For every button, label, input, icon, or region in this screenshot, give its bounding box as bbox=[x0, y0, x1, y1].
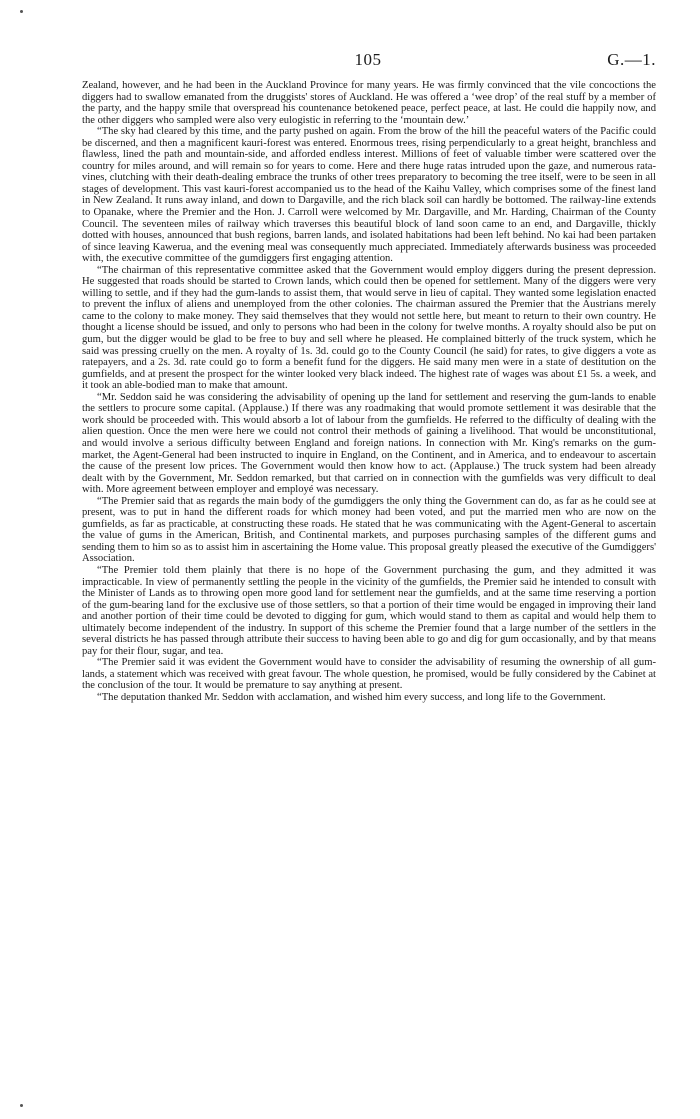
scan-speck bbox=[20, 10, 23, 13]
document-reference: G.—1. bbox=[607, 50, 656, 69]
paragraph: “The chairman of this representative committee asked that the Government would employ diggers during the present depression. He suggested that roads should be started to Crown lands, which could then be opened for settlement. Many of the diggers were very willing to settle, and if they had the gum-lands to assist them, that would serve in lieu of capital. They wanted some legislation enacted to prevent the influx of aliens and unemployed from the other colonies. The chairman assured the Premier that the Austrians merely came to the colony to make money. They said themselves that they would not settle here, but meant to return to their own country. He thought a license should be issued, and only to persons who had been in the colony for twelve months. A royalty should also be put on gum, but the digger would be glad to be free to buy and sell where he pleased. He complained bitterly of the truck system, which he said was pressing cruelly on the men. A royalty of 1s. 3d. could go to the County Council (he said) for rates, to give diggers a vote as ratepayers, and a 2s. 3d. rate could go to form a benefit fund for the diggers. He said many men were in a state of destitution on the gumfields, and at present the prospect for the winter looked very black indeed. The highest rate of wages was about £1 5s. a week, and it took an able-bodied man to make that amount. bbox=[82, 264, 656, 392]
paragraph: “Mr. Seddon said he was considering the advisability of opening up the land for settlement and reserving the gum-lands to enable the settlers to procure some capital. (Applause.) If there was any roadmaking that would promote settlement it was desirable that the work should be proceeded with. This would absorb a lot of labour from the gumfields. He referred to the difficulty of dealing with the alien question. Once the men were here we could not control their methods of gaining a livelihood. That would be unconstitutional, and would involve a serious difficulty between England and foreign nations. In connection with Mr. King's remarks on the gum-market, the Agent-General had been instructed to inquire in England, on the Continent, and in America, and to endeavour to ascertain the cause of the present low prices. The Government would then know how to act. (Applause.) The truck system had been already dealt with by the Government, Mr. Seddon remarked, but that carried on in connection with the gumfields was very difficult to deal with. More agreement between employer and employé was necessary. bbox=[82, 391, 656, 496]
paragraph: “The Premier told them plainly that there is no hope of the Government purchasing the gum, and they admitted it was impracticable. In view of permanently settling the people in the vicinity of the gumfields, the Premier said he intended to consult with the Minister of Lands as to throwing open more good land for settlement near the gumfields, and at the same time reserving a portion of the gum-bearing land for the exclusive use of those settlers, so that a portion of their time would be engaged in improving their land and another portion of their time could be devoted to digging for gum, which would stand to them as capital and would help them to ultimately become independent of the industry. In support of this scheme the Premier found that a large number of the settlers in the several districts he has passed through attribute their success to having been able to go and dig for gum occasionally, and by that means pay for their flour, sugar, and tea. bbox=[82, 564, 656, 657]
page-header bbox=[80, 50, 656, 74]
paragraph: “The sky had cleared by this time, and the party pushed on again. From the brow of the hill the peaceful waters of the Pacific could be discerned, and then a magnificent kauri-forest was entered. Enormous trees, rising perpendicularly to a great height, branchless and flawless, lined the path and mountain-side, and afforded endless interest. Millions of feet of valuable timber were scattered over the country for miles around, and will remain so for years to come. Here and there huge ratas intruded upon the gaze, and numerous rata-vines, clutching with their death-dealing embrace the trunks of other trees preparatory to becoming the tree itself, were to be seen in all stages of development. This vast kauri-forest accompanied us to the head of the Kaihu Valley, which comprises some of the finest land in New Zealand. It runs away inland, and down to Dargaville, and the rich black soil can hardly be bottomed. The railway-line extends to Opanake, where the Premier and the Hon. J. Carroll were welcomed by Mr. Dargaville, and Mr. Harding, Chairman of the County Council. The seventeen miles of railway which traverses this beautiful block of land soon came to an end, and Dargaville, thickly dotted with houses, announced that bush regions, barren lands, and isolated habitations had been left behind. No kai had been partaken of since leaving Kawerua, and the evening meal was consequently much appreciated. Immediately afterwards business was proceeded with, the executive committee of the gumdiggers first engaging attention. bbox=[82, 126, 656, 265]
scan-speck bbox=[20, 1104, 23, 1107]
paragraph: Zealand, however, and he had been in the Auckland Province for many years. He was firmly convinced that the vile concoctions the diggers had to swallow emanated from the druggists' stores of Auckland. He was offered a ‘wee drop’ of the real stuff by a member of the party, and the happy smile that overspread his countenance betokened peace, perfect peace, at last. He could die happily now, and the other diggers who sampled were also very eulogistic in referring to the ‘mountain dew.’ bbox=[82, 80, 656, 126]
paragraph: “The Premier said that as regards the main body of the gumdiggers the only thing the Government can do, as far as he could see at present, was to put in hand the different roads for which money had been voted, and put the married men who are now on the gumfields, as far as practicable, at constructing these roads. He stated that he was communicating with the Agent-General to ascertain the value of gums in the American, British, and Continental markets, and purposes purchasing samples of the different gums and sending them to him so as to assist him in ascertaining the Home value. This proposal greatly pleased the executive of the Gumdiggers' Association. bbox=[82, 495, 656, 565]
paragraph: “The deputation thanked Mr. Seddon with acclamation, and wished him every success, and long life to the Government. bbox=[97, 691, 606, 703]
page-number: 105 bbox=[354, 50, 382, 69]
body-text bbox=[82, 80, 656, 704]
paragraph: “The Premier said it was evident the Government would have to consider the advisability of resuming the ownership of all gum-lands, a statement which was received with great favour. The whole question, he promised, would be fully considered by the Cabinet at the conclusion of the tour. It would be premature to say anything at present. bbox=[82, 657, 656, 692]
